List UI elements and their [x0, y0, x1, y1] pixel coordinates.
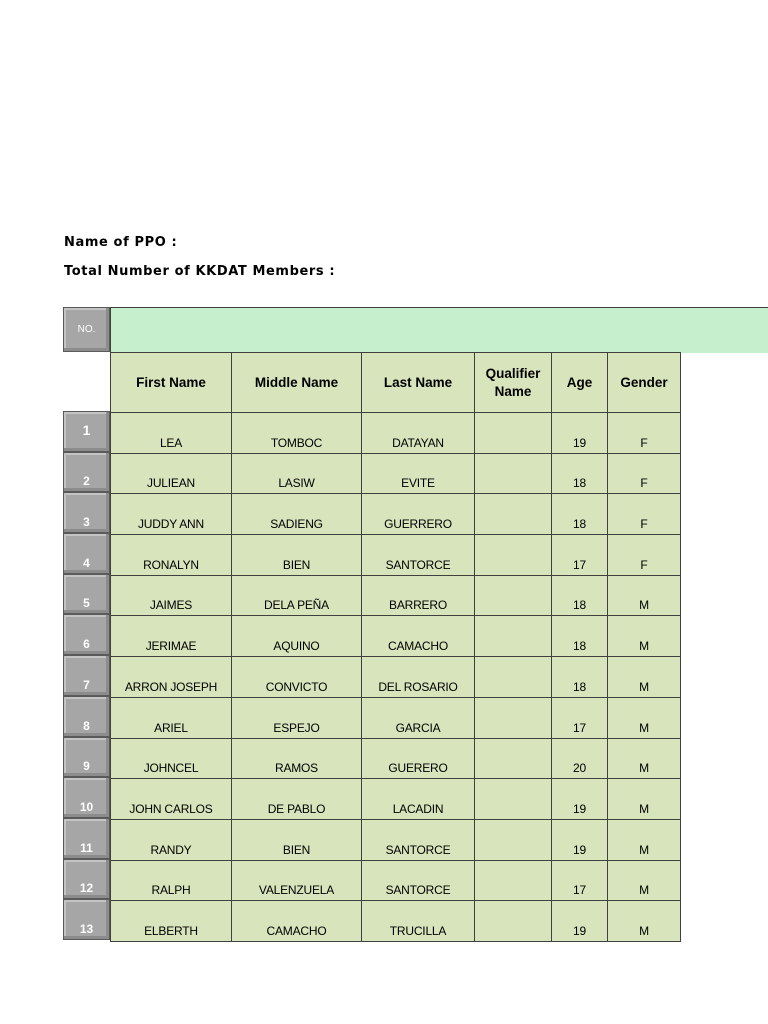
- middle-name-cell: VALENZUELA: [232, 860, 362, 901]
- gender-cell: M: [608, 657, 681, 698]
- last-name-cell: DEL ROSARIO: [362, 657, 475, 698]
- age-cell: 18: [552, 657, 608, 698]
- age-cell: 18: [552, 616, 608, 657]
- last-name-header: Last Name: [362, 353, 475, 413]
- first-name-header: First Name: [111, 353, 232, 413]
- first-name-cell: RANDY: [111, 819, 232, 860]
- table-row: [111, 697, 681, 738]
- qualifier-name-cell: [475, 453, 552, 494]
- last-name-cell: SANTORCE: [362, 860, 475, 901]
- table-row: [111, 819, 681, 860]
- header-row: [111, 353, 681, 413]
- gender-cell: F: [608, 535, 681, 576]
- first-name-cell: JAIMES: [111, 575, 232, 616]
- age-cell: 19: [552, 413, 608, 454]
- qualifier-name-cell: [475, 494, 552, 535]
- last-name-cell: TRUCILLA: [362, 901, 475, 942]
- last-name-cell: GARCIA: [362, 697, 475, 738]
- row-number: 13: [63, 899, 110, 940]
- gender-cell: F: [608, 494, 681, 535]
- table-row: [111, 901, 681, 942]
- row-number: 6: [63, 614, 110, 655]
- age-cell: 18: [552, 494, 608, 535]
- last-name-cell: GUERERO: [362, 738, 475, 779]
- age-cell: 17: [552, 535, 608, 576]
- header-band: [110, 307, 768, 353]
- row-number: 11: [63, 818, 110, 859]
- middle-name-cell: ESPEJO: [232, 697, 362, 738]
- last-name-cell: DATAYAN: [362, 413, 475, 454]
- qualifier-name-cell: [475, 616, 552, 657]
- row-number: 10: [63, 777, 110, 818]
- qualifier-name-cell: [475, 575, 552, 616]
- middle-name-header: Middle Name: [232, 353, 362, 413]
- first-name-cell: LEA: [111, 413, 232, 454]
- age-cell: 19: [552, 901, 608, 942]
- table-row: [111, 413, 681, 454]
- age-header: Age: [552, 353, 608, 413]
- qualifier-name-cell: [475, 860, 552, 901]
- members-table: [110, 352, 681, 942]
- qualifier-name-cell: [475, 657, 552, 698]
- last-name-cell: EVITE: [362, 453, 475, 494]
- first-name-cell: JUDDY ANN: [111, 494, 232, 535]
- gender-cell: M: [608, 697, 681, 738]
- age-cell: 18: [552, 453, 608, 494]
- qualifier-name-cell: [475, 738, 552, 779]
- qualifier-name-cell: [475, 413, 552, 454]
- gender-cell: M: [608, 779, 681, 820]
- row-number: 9: [63, 737, 110, 778]
- middle-name-cell: LASIW: [232, 453, 362, 494]
- last-name-cell: LACADIN: [362, 779, 475, 820]
- row-number: 3: [63, 492, 110, 533]
- ppo-name-label: Name of PPO :: [64, 235, 178, 250]
- first-name-cell: JULIEAN: [111, 453, 232, 494]
- gender-cell: M: [608, 901, 681, 942]
- gender-cell: F: [608, 453, 681, 494]
- table-row: [111, 575, 681, 616]
- table-row: [111, 616, 681, 657]
- first-name-cell: JERIMAE: [111, 616, 232, 657]
- last-name-cell: BARRERO: [362, 575, 475, 616]
- table-row: [111, 657, 681, 698]
- row-number: 7: [63, 655, 110, 696]
- middle-name-cell: BIEN: [232, 819, 362, 860]
- row-number: 12: [63, 859, 110, 900]
- first-name-cell: ARRON JOSEPH: [111, 657, 232, 698]
- first-name-cell: RALPH: [111, 860, 232, 901]
- middle-name-cell: DE PABLO: [232, 779, 362, 820]
- qualifier-name-cell: [475, 779, 552, 820]
- age-cell: 20: [552, 738, 608, 779]
- middle-name-cell: CAMACHO: [232, 901, 362, 942]
- row-number-column: [63, 411, 110, 940]
- table-row: [111, 738, 681, 779]
- qualifier-name-cell: [475, 819, 552, 860]
- qualifier-name-cell: [475, 535, 552, 576]
- age-cell: 19: [552, 779, 608, 820]
- row-number: 5: [63, 574, 110, 615]
- last-name-cell: SANTORCE: [362, 819, 475, 860]
- gender-cell: M: [608, 819, 681, 860]
- age-cell: 17: [552, 860, 608, 901]
- row-number: 1: [63, 411, 110, 452]
- row-number: 4: [63, 533, 110, 574]
- total-members-label: Total Number of KKDAT Members :: [64, 264, 336, 279]
- row-number: 2: [63, 452, 110, 493]
- first-name-cell: JOHN CARLOS: [111, 779, 232, 820]
- last-name-cell: GUERRERO: [362, 494, 475, 535]
- middle-name-cell: SADIENG: [232, 494, 362, 535]
- middle-name-cell: BIEN: [232, 535, 362, 576]
- table-row: [111, 494, 681, 535]
- age-cell: 17: [552, 697, 608, 738]
- row-number: 8: [63, 696, 110, 737]
- table-row: [111, 779, 681, 820]
- middle-name-cell: AQUINO: [232, 616, 362, 657]
- no-column-header: NO.: [63, 307, 110, 352]
- qualifier-name-cell: [475, 901, 552, 942]
- age-cell: 19: [552, 819, 608, 860]
- gender-cell: M: [608, 616, 681, 657]
- qualifier-name-cell: [475, 697, 552, 738]
- gender-cell: F: [608, 413, 681, 454]
- gender-header: Gender: [608, 353, 681, 413]
- middle-name-cell: DELA PEÑA: [232, 575, 362, 616]
- table-row: [111, 453, 681, 494]
- first-name-cell: JOHNCEL: [111, 738, 232, 779]
- middle-name-cell: CONVICTO: [232, 657, 362, 698]
- first-name-cell: RONALYN: [111, 535, 232, 576]
- qualifier-name-header: Qualifier Name: [475, 353, 552, 413]
- middle-name-cell: RAMOS: [232, 738, 362, 779]
- table-row: [111, 860, 681, 901]
- gender-cell: M: [608, 738, 681, 779]
- last-name-cell: SANTORCE: [362, 535, 475, 576]
- last-name-cell: CAMACHO: [362, 616, 475, 657]
- gender-cell: M: [608, 860, 681, 901]
- middle-name-cell: TOMBOC: [232, 413, 362, 454]
- first-name-cell: ELBERTH: [111, 901, 232, 942]
- first-name-cell: ARIEL: [111, 697, 232, 738]
- age-cell: 18: [552, 575, 608, 616]
- gender-cell: M: [608, 575, 681, 616]
- table-row: [111, 535, 681, 576]
